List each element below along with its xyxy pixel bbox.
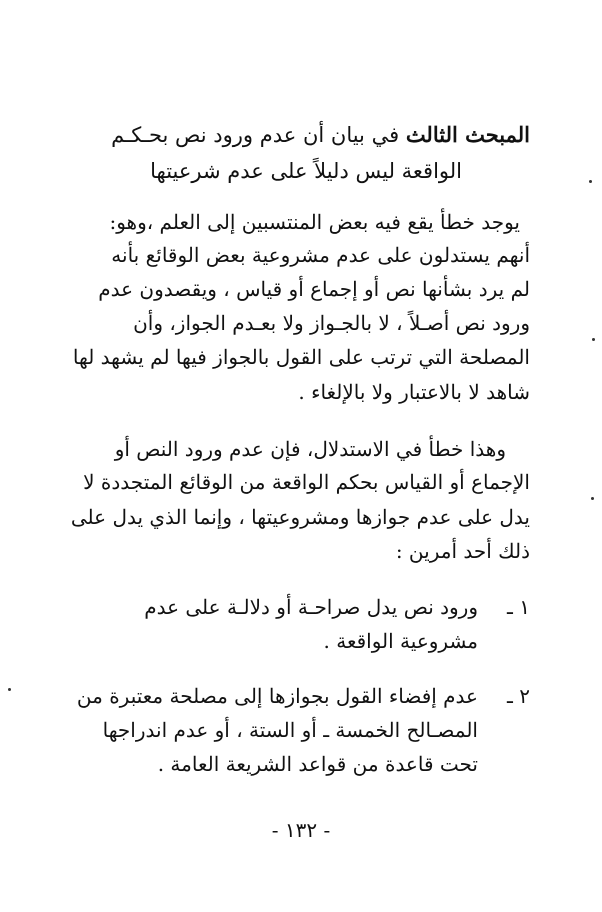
list-item-line: مشروعية الواقعة . xyxy=(323,629,478,653)
list-item-number: ١ ـ xyxy=(507,595,530,619)
paragraph2-line: ذلك أحد أمرين : xyxy=(395,539,530,563)
paragraph2-line: الإجماع أو القياس بحكم الواقعة من الوقائع المتجددة لا xyxy=(83,470,530,494)
paragraph1-line: لم يرد بشأنها نص أو إجماع أو قياس ، ويقصدون عدم xyxy=(98,277,530,301)
list-item-line: عدم إفضاء القول بجوازها إلى مصلحة معتبرة من xyxy=(76,684,478,708)
scan-speck xyxy=(592,338,595,341)
scan-speck xyxy=(589,180,592,183)
paragraph1-line: ورود نص أصـلاً ، لا بالجـواز ولا بعـدم الجواز، وأن xyxy=(133,311,530,335)
paragraph1-line: المصلحة التي ترتب على القول بالجواز فيها لم يشهد لها xyxy=(72,345,530,369)
paragraph1-line: أنهم يستدلون على عدم مشروعية بعض الوقائع بأنه xyxy=(111,243,530,267)
list-item-line: ورود نص يدل صراحـة أو دلالـة على عدم xyxy=(144,595,478,619)
scan-speck xyxy=(8,688,11,691)
paragraph1-line: شاهد لا بالاعتبار ولا بالإلغاء . xyxy=(298,380,530,404)
section-heading-label: المبحث الثالث xyxy=(405,122,530,147)
scan-speck xyxy=(591,497,594,500)
paragraph2-line: يدل على عدم جوازها ومشروعيتها ، وإنما الذي يدل على xyxy=(70,505,530,529)
list-item-number: ٢ ـ xyxy=(507,684,530,708)
paragraph1-line: يوجد خطأ يقع فيه بعض المنتسبين إلى العلم ،وهو: xyxy=(109,210,520,234)
paragraph2-line: وهذا خطأ في الاستدلال، فإن عدم ورود النص أو xyxy=(114,437,506,461)
section-heading xyxy=(70,120,530,150)
section-heading-text-line2: الواقعة ليس دليلاً على عدم شرعيتها xyxy=(150,159,462,183)
list-item-line: تحت قاعدة من قواعد الشريعة العامة . xyxy=(157,752,478,776)
page-number: - ١٣٢ - xyxy=(271,818,331,842)
section-heading-text-line1: في بيان أن عدم ورود نص بحـكـم xyxy=(111,123,400,147)
list-item-line: المصـالح الخمسة ـ أو الستة ، أو عدم اندراجها xyxy=(102,718,478,742)
